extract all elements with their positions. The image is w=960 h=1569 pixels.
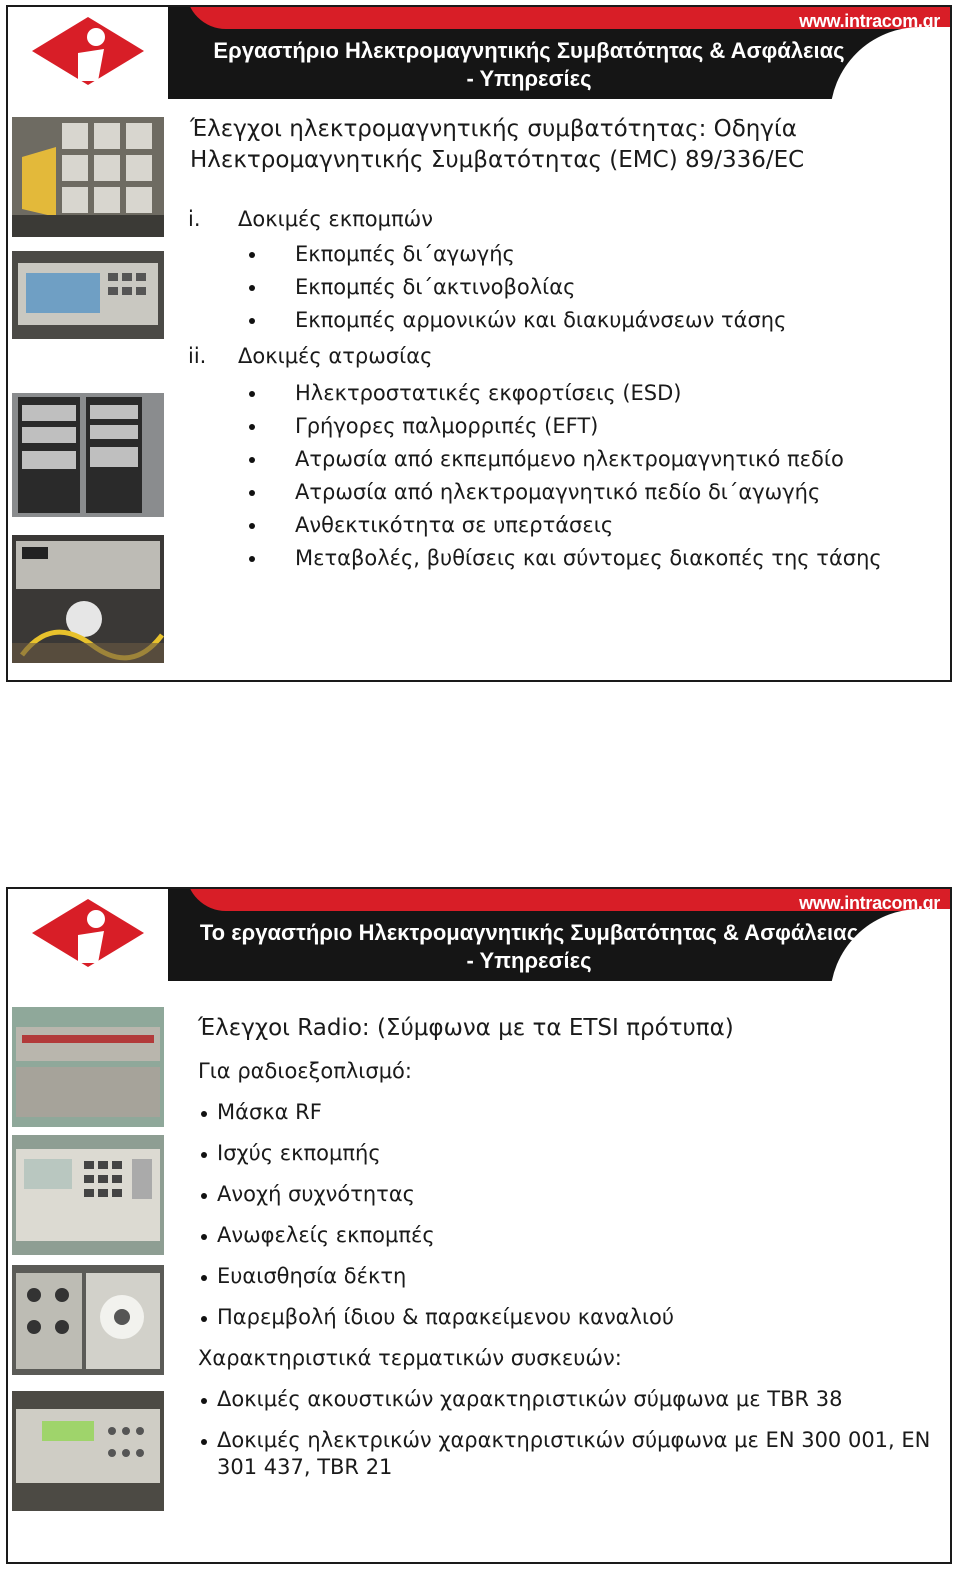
bullet-dot bbox=[249, 285, 255, 291]
list-item: Παρεμβολή ίδιου & παρακείμενου καναλιού bbox=[217, 1305, 675, 1329]
radio-heading: Έλεγχοι Radio: (Σύμφωνα με τα ETSI πρότυπα) bbox=[198, 1015, 734, 1041]
slide-header bbox=[168, 7, 950, 99]
list-item-continuation: 301 437, TBR 21 bbox=[217, 1455, 393, 1479]
list-item: Ανωφελείς εκπομπές bbox=[217, 1223, 435, 1247]
equipment-photo-strip bbox=[8, 103, 168, 680]
bullet-dot bbox=[201, 1234, 207, 1240]
test-rack-photo bbox=[12, 393, 164, 517]
radio-intro: Για ραδιοεξοπλισμό: bbox=[198, 1059, 412, 1083]
list-item: Γρήγορες παλμορριπές (EFT) bbox=[295, 414, 599, 438]
bullet-dot bbox=[201, 1193, 207, 1199]
header-title-line2: - Υπηρεσίες bbox=[466, 66, 592, 91]
list-item: Εκπομπές αρμονικών και διακυμάνσεων τάσης bbox=[295, 308, 787, 332]
bullet-dot bbox=[201, 1439, 207, 1445]
list-item: Εκπομπές δι΄αγωγής bbox=[295, 242, 515, 266]
bullet-dot bbox=[249, 523, 255, 529]
slide-header bbox=[168, 889, 950, 981]
website-url[interactable]: www.intracom.gr bbox=[799, 11, 940, 31]
list-item: Ανοχή συχνότητας bbox=[217, 1182, 415, 1206]
header-title-line2: - Υπηρεσίες bbox=[466, 948, 592, 973]
bullet-dot bbox=[249, 556, 255, 562]
bullet-dot bbox=[249, 391, 255, 397]
section-title-emissions: Δοκιμές εκπομπών bbox=[238, 207, 433, 231]
header-title bbox=[168, 919, 890, 975]
list-item: Ατρωσία από ηλεκτρομαγνητικό πεδίο δι΄αγωγής bbox=[295, 480, 821, 504]
website-url[interactable]: www.intracom.gr bbox=[799, 893, 940, 913]
section-numeral: i. bbox=[188, 207, 201, 231]
terminal-heading: Χαρακτηριστικά τερματικών συσκευών: bbox=[198, 1346, 622, 1370]
emc-heading-line2: Ηλεκτρομαγνητικής Συμβατότητας (EMC) 89/336/EC bbox=[190, 147, 805, 173]
list-item: Μεταβολές, βυθίσεις και σύντομες διακοπές της τάσης bbox=[295, 546, 882, 570]
list-item: Ατρωσία από εκπεμπόμενο ηλεκτρομαγνητικό πεδίο bbox=[295, 447, 844, 471]
power-meter-photo bbox=[12, 1391, 164, 1511]
bullet-dot bbox=[201, 1316, 207, 1322]
bullet-dot bbox=[249, 252, 255, 258]
bullet-dot bbox=[201, 1398, 207, 1404]
header-title-line1: Εργαστήριο Ηλεκτρομαγνητικής Συμβατότητας & Ασφάλειας bbox=[213, 38, 845, 63]
intracom-logo bbox=[8, 7, 168, 103]
bullet-dot bbox=[249, 318, 255, 324]
intracom-logo bbox=[8, 889, 168, 985]
bullet-dot bbox=[201, 1275, 207, 1281]
section-title-immunity: Δοκιμές ατρωσίας bbox=[238, 344, 433, 368]
slide-emc bbox=[6, 5, 952, 682]
list-item: Δοκιμές ακουστικών χαρακτηριστικών σύμφωνα με TBR 38 bbox=[217, 1387, 843, 1411]
spectrum-analyzer-photo bbox=[12, 251, 164, 339]
list-item: Ευαισθησία δέκτη bbox=[217, 1264, 407, 1288]
bullet-dot bbox=[201, 1152, 207, 1158]
bullet-dot bbox=[249, 490, 255, 496]
list-item: Εκπομπές δι΄ακτινοβολίας bbox=[295, 275, 576, 299]
equipment-photo-strip bbox=[8, 985, 168, 1562]
anechoic-chamber-photo bbox=[12, 117, 164, 237]
esd-generator-photo bbox=[12, 535, 164, 663]
communication-analyzer-photo bbox=[12, 1135, 164, 1255]
header-title bbox=[168, 37, 890, 93]
list-item: Ανθεκτικότητα σε υπερτάσεις bbox=[295, 513, 614, 537]
bullet-dot bbox=[249, 457, 255, 463]
header-title-line1: Το εργαστήριο Ηλεκτρομαγνητικής Συμβατότητας & Ασφάλειας bbox=[199, 920, 859, 945]
radio-test-set-photo bbox=[12, 1007, 164, 1127]
list-item: Μάσκα RF bbox=[217, 1100, 322, 1124]
signal-generator-photo bbox=[12, 1265, 164, 1375]
slide-radio bbox=[6, 887, 952, 1564]
section-numeral: ii. bbox=[188, 344, 207, 368]
list-item: Δοκιμές ηλεκτρικών χαρακτηριστικών σύμφωνα με EN 300 001, EN bbox=[217, 1428, 931, 1452]
bullet-dot bbox=[201, 1111, 207, 1117]
bullet-dot bbox=[249, 424, 255, 430]
list-item: Ισχύς εκπομπής bbox=[217, 1141, 381, 1165]
emc-heading-line1: Έλεγχοι ηλεκτρομαγνητικής συμβατότητας: Οδηγία bbox=[190, 116, 797, 142]
list-item: Ηλεκτροστατικές εκφορτίσεις (ESD) bbox=[295, 381, 682, 405]
